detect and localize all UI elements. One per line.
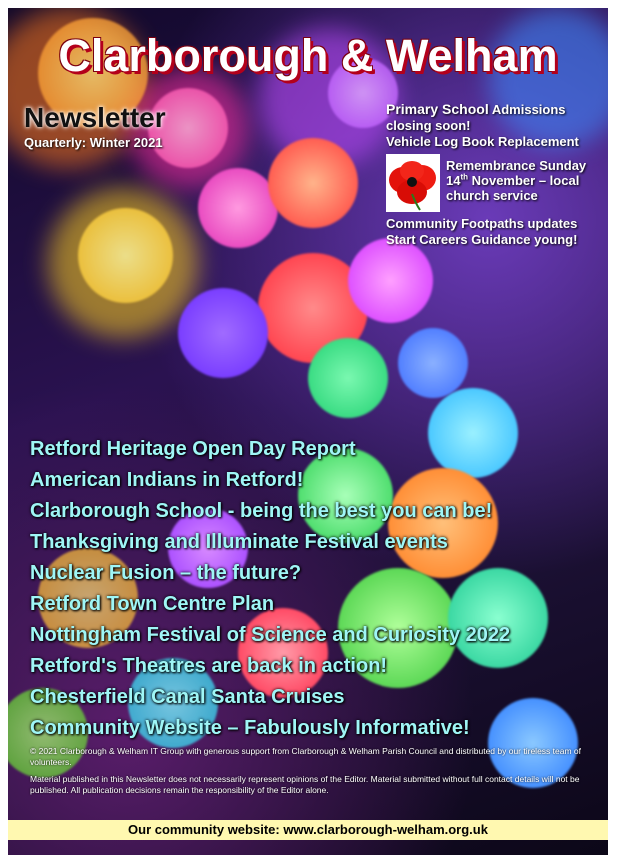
story-list (30, 434, 600, 744)
story-item: Retford Town Centre Plan (30, 593, 275, 615)
remembrance-text: Remembrance Sunday 14th November – local church service (446, 158, 587, 203)
careers-item: Start Careers Guidance young! (386, 232, 578, 247)
fine-print (30, 746, 600, 802)
story-item: American Indians in Retford! (30, 469, 304, 491)
newsletter-title: Clarborough & Welham (58, 30, 558, 81)
footpaths-item: Community Footpaths updates (386, 216, 578, 231)
website-footer: Our community website: www.clarborough-welham.org.uk (8, 820, 608, 840)
newsletter-label: Newsletter (24, 102, 166, 133)
primary-school-item: Primary School Admissions (386, 101, 566, 117)
story-item: Thanksgiving and Illuminate Festival events (30, 531, 448, 553)
story-item: Community Website – Fabulously Informative! (30, 717, 470, 739)
story-item: Nottingham Festival of Science and Curiosity 2022 (30, 624, 511, 646)
disclaimer-text: Material published in this Newsletter does not necessarily represent opinions of the Editor. Material submitted without full contact details will not be published. All publication decisions remain the responsibility of the Editor alone. (30, 774, 580, 795)
closing-soon-item: closing soon! (386, 118, 471, 133)
story-item: Retford's Theatres are back in action! (30, 655, 388, 677)
newsletter-cover (8, 8, 608, 855)
story-item: Retford Heritage Open Day Report (30, 438, 356, 460)
poppy-icon (386, 154, 440, 212)
copyright-text: © 2021 Clarborough & Welham IT Group with generous support from Clarborough & Welham Parish Council and distributed by our tireless team of volunteers. (30, 746, 582, 767)
story-item: Nuclear Fusion – the future? (30, 562, 302, 584)
story-item: Chesterfield Canal Santa Cruises (30, 686, 345, 708)
vehicle-log-item: Vehicle Log Book Replacement (386, 134, 579, 149)
highlights-panel (386, 101, 606, 248)
edition-label: Quarterly: Winter 2021 (24, 135, 163, 150)
remembrance-row (386, 154, 606, 216)
story-item: Clarborough School - being the best you can be! (30, 500, 493, 522)
